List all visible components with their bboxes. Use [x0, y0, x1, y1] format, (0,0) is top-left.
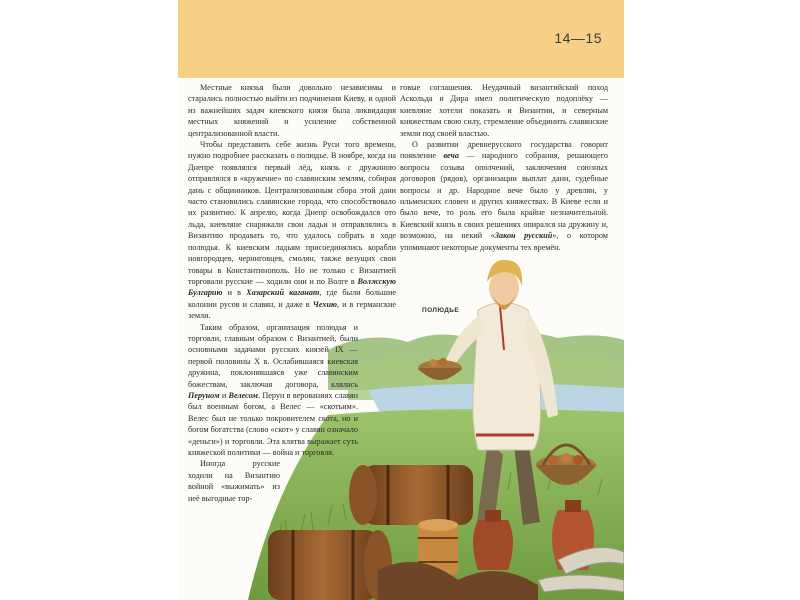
paragraph: Иногда русские ходили на Византию войной «выжимать» из неё выгодные тор-	[188, 459, 280, 503]
left-column	[188, 82, 396, 504]
paragraph: Местные князья были довольно независимы и старались полностью выйти из подчинения Киеву, и одной из важнейших задач киевского князя была ликвидация местных княжений и усиление собственной централизованной власти.	[188, 83, 396, 138]
paragraph: О развитии древнерусского государства говорит появление веча — народного собрания, решающего вопросы созыва ополчений, заключения союзных договоров (рядов), организации выплат дани, судебные вопросы и др. Народное вече было у древлян, у ильменских словен и других княжествах. В Киеве если и было вече, то роль его была крайне незначительной. Киевский князь в своих решениях опирался на дружину и, возможно, на некий «Закон русский», о котором упоминают некоторые документы тех времён.	[400, 140, 608, 252]
page-number: 14—15	[554, 30, 602, 46]
paragraph: Таким образом, организация полюдья и торговли, главным образом с Византией, были основными задачами русских князей IX — первой половины X в. Ослабившаяся киевская дружина, поклонявшаяся уже славянским божествам, заключая договора, клялась Перуном и Велесом. Перун в верованиях славян был военным богом, а Велес — «скотьим». Велес был не только покровителем скота, но и богом богатства (слово «скот» у славян означало «деньги») и торговли. Эта клятва выражает суть княжеской политики — война и торговля.	[188, 322, 358, 457]
textbook-page	[178, 0, 624, 600]
keyword: Закон русский	[494, 231, 553, 241]
keyword: Велесом	[228, 390, 258, 400]
right-column	[400, 82, 608, 253]
keyword: Волжскую Булгарию	[188, 276, 396, 298]
illustration-caption: ПОЛЮДЬЕ	[422, 307, 460, 314]
keyword: Перуном	[188, 390, 220, 400]
header-band	[178, 0, 624, 78]
paragraph: говые соглашения. Неудачный византийский поход Аскольда и Дира имел политическую подоплёку — киевляне хотели показать и Византии, и северным княжествам свою силу, стремление объединить славянские земли под своей властью.	[400, 83, 608, 138]
paragraph: Чтобы представить себе жизнь Руси того времени, нужно подробнее рассказать о полюдье. В ноябре, когда на Днепре появлялся первый лёд, князь с дружиною отправлялся в «кружение» по славянским землям, собирая дань с общинников. Централизованным сбора этой дани часто становились славянские города, что способствовало их развитию. К апрелю, когда Днепр освобождался ото льда, киевляне снаряжали свои ладьи и отправлялись в Византию продавать то, что удалось собрать в ходе полюдья. К киевским ладьям присоединялись корабли новгородцев, черниговцев, смолян, также везущих свои товары в Константинополь. Но не только с Византией торговали русские — ходили они и по Волге в Волжскую Булгарию и в Хазарский каганат, где были большие колонии русов и славян, и даже в Чехию, и в германские земли.	[188, 140, 396, 321]
keyword: веча	[443, 151, 459, 161]
keyword: Хазарский каганат	[246, 288, 320, 298]
keyword: Чехию	[312, 299, 337, 309]
barrel-front	[268, 530, 392, 600]
